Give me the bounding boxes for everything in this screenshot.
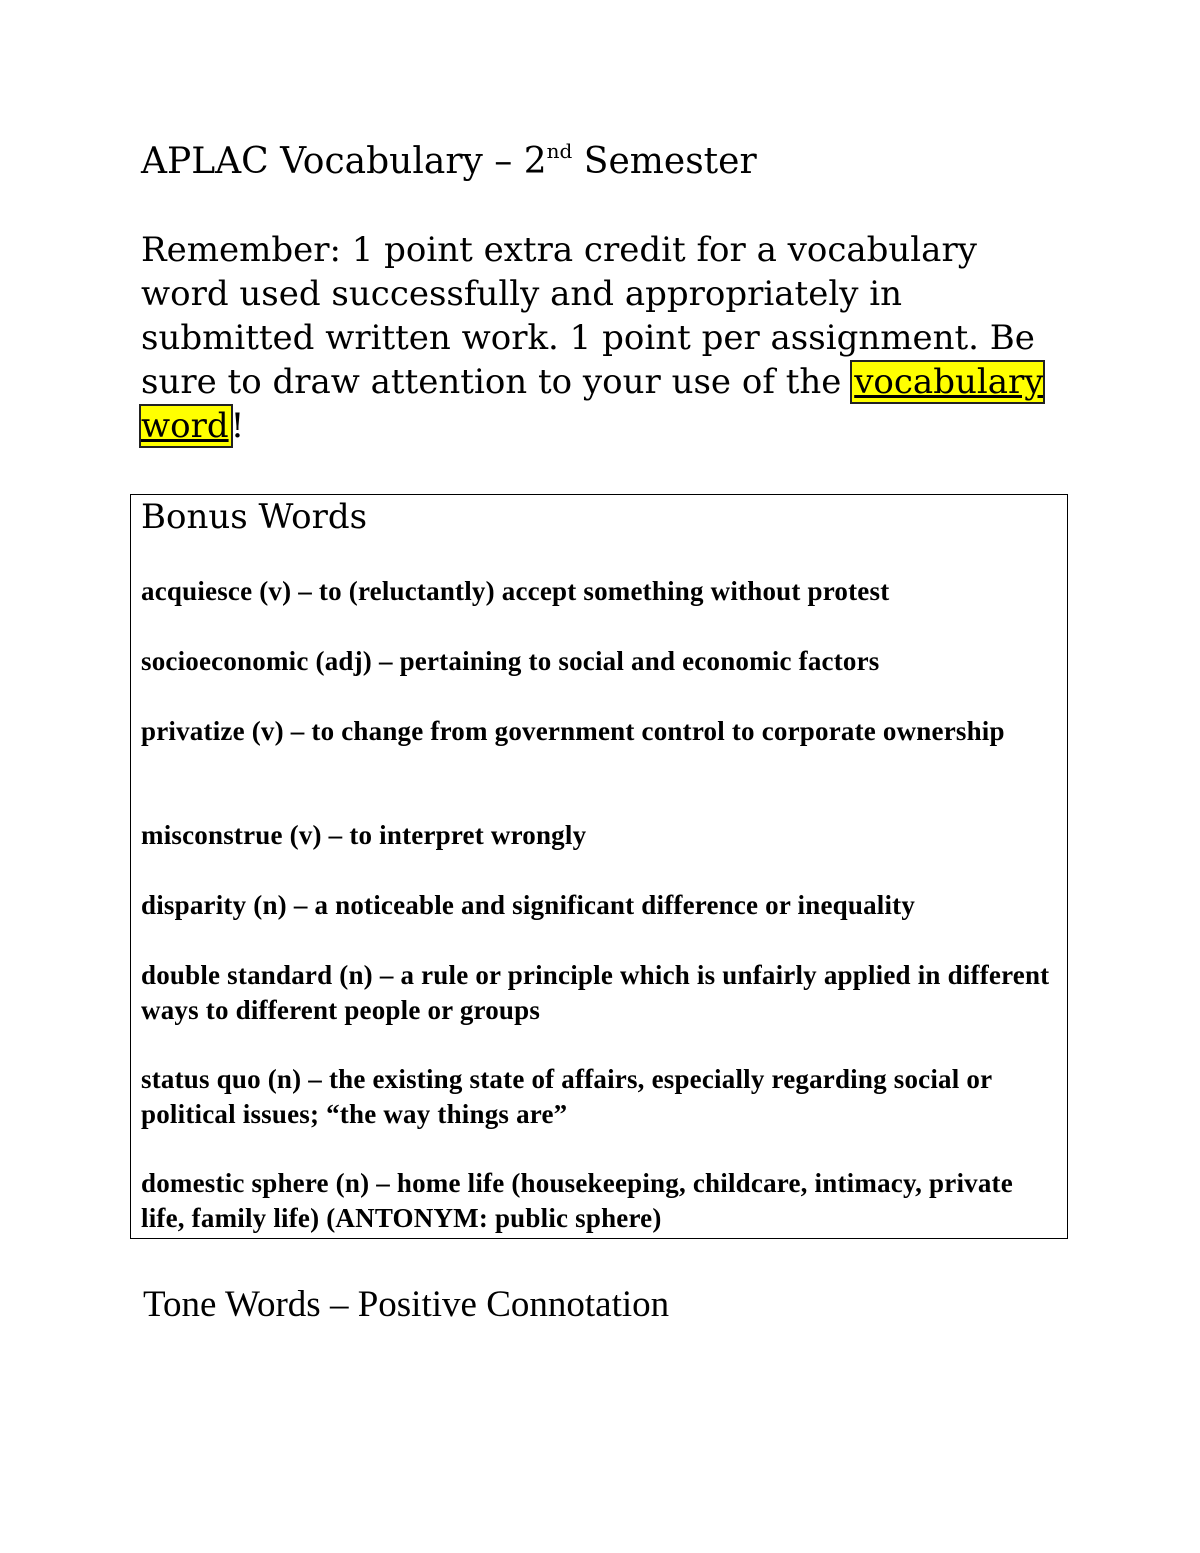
vocab-entry: socioeconomic (adj) – pertaining to social and economic factors: [141, 646, 880, 676]
highlighted-phrase: vocabulary word: [141, 362, 1044, 446]
title-main: APLAC Vocabulary – 2: [141, 141, 547, 182]
vocab-entry: privatize (v) – to change from government control to corporate ownership: [141, 716, 1005, 746]
bonus-words-box: [130, 494, 1068, 1239]
page-title: [141, 140, 757, 184]
reminder-text: Remember: 1 point extra credit for a vocabulary word used successfully and appropriately in submitted written work. 1 point per assignment. Be sure to draw attention to your use of the: [141, 230, 1035, 402]
title-after: Semester: [572, 141, 757, 182]
vocab-entry: status quo (n) – the existing state of affairs, especially regarding social or political issues; “the way things are”: [141, 1064, 992, 1129]
vocab-entry: double standard (n) – a rule or principle which is unfairly applied in different ways to different people or groups: [141, 960, 1050, 1025]
tone-words-heading: Tone Words – Positive Connotation: [143, 1284, 670, 1325]
reminder-paragraph: [141, 228, 1051, 448]
vocab-entry: misconstrue (v) – to interpret wrongly: [141, 820, 587, 850]
bonus-heading: Bonus Words: [141, 497, 368, 537]
reminder-end: !: [230, 406, 245, 446]
vocab-entry: domestic sphere (n) – home life (housekeeping, childcare, intimacy, private life, family life) (ANTONYM: public sphere): [141, 1168, 1013, 1233]
vocab-entry: disparity (n) – a noticeable and significant difference or inequality: [141, 890, 916, 920]
title-superscript: nd: [546, 139, 573, 163]
vocab-entry: acquiesce (v) – to (reluctantly) accept something without protest: [141, 576, 890, 606]
